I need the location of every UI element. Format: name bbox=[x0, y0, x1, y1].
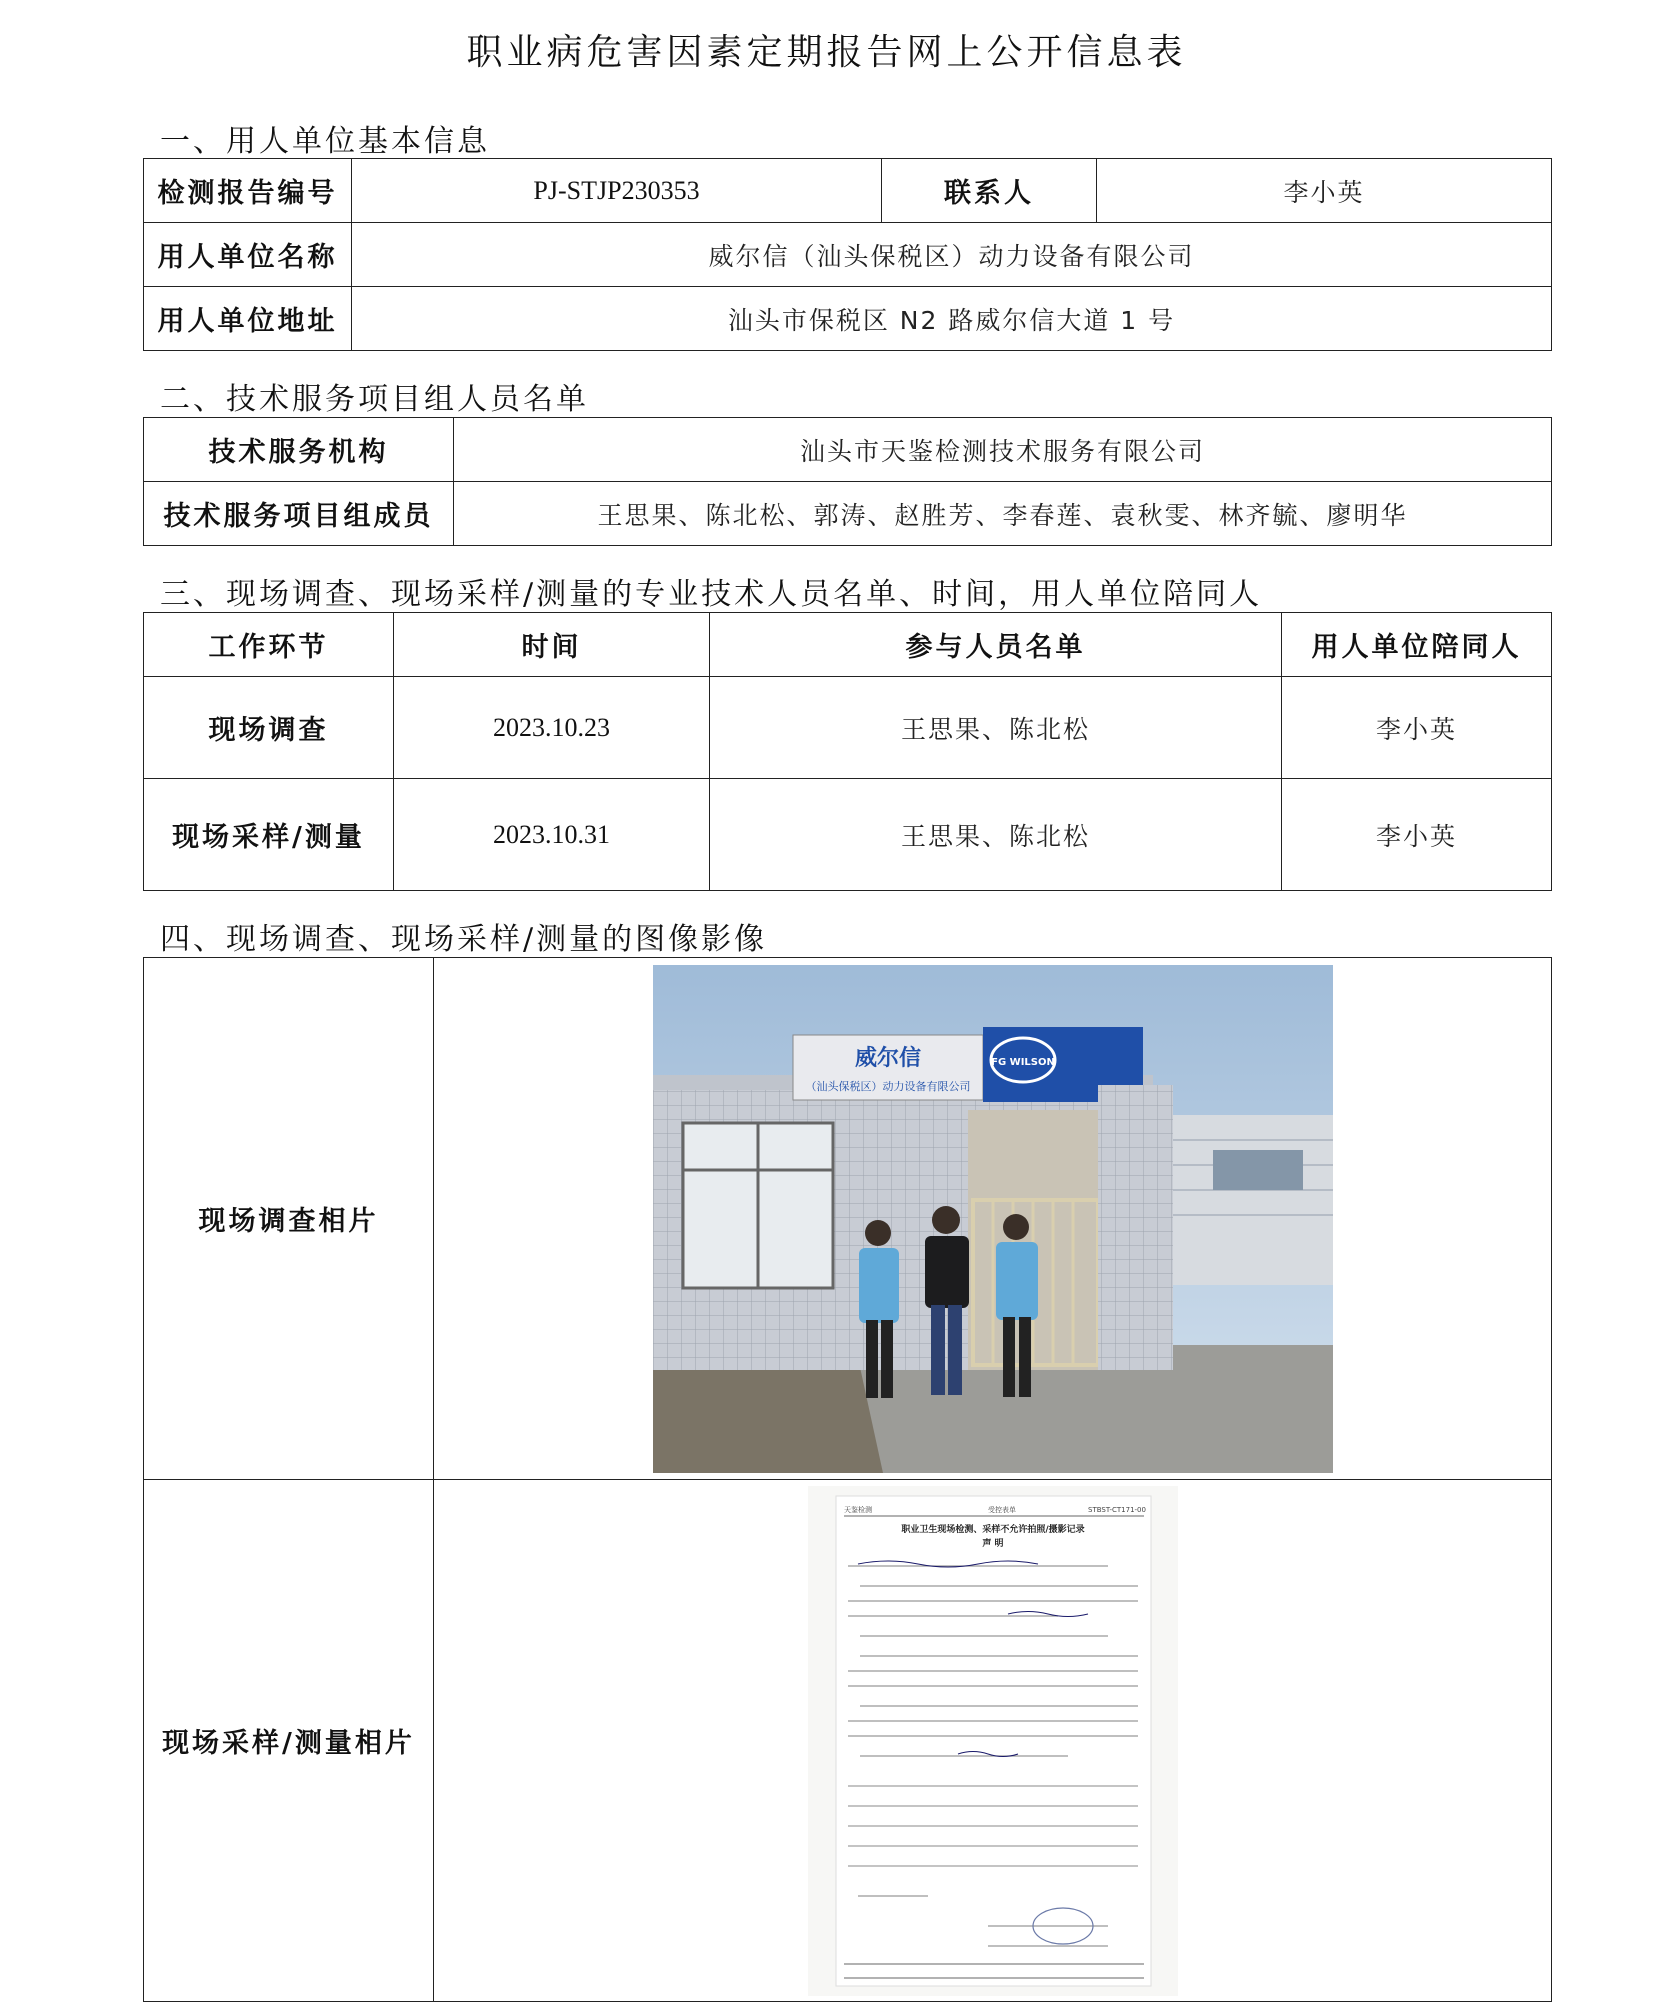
date-cell: 2023.10.31 bbox=[394, 779, 710, 891]
col-staff: 参与人员名单 bbox=[710, 613, 1282, 677]
survey-photo-cell bbox=[434, 958, 1552, 1480]
survey-photo-label: 现场调查相片 bbox=[144, 958, 434, 1480]
doc-subtitle: 声 明 bbox=[981, 1538, 1004, 1549]
col-escort: 用人单位陪同人 bbox=[1282, 613, 1552, 677]
sampling-document-photo bbox=[808, 1486, 1178, 1996]
sampling-photo-cell bbox=[434, 1480, 1552, 2002]
company-value: 威尔信（汕头保税区）动力设备有限公司 bbox=[352, 223, 1552, 287]
sign-text: 威尔信 bbox=[854, 1045, 921, 1071]
logo-text: FG WILSON bbox=[990, 1056, 1055, 1068]
doc-header-mid: 受控表单 bbox=[987, 1505, 1016, 1514]
section2-heading: 二、技术服务项目组人员名单 bbox=[160, 382, 589, 417]
members-label: 技术服务项目组成员 bbox=[144, 482, 454, 546]
basic-info-table bbox=[143, 158, 1552, 351]
sign-subtext: （汕头保税区）动力设备有限公司 bbox=[805, 1079, 970, 1093]
contact-value: 李小英 bbox=[1097, 159, 1552, 223]
org-value: 汕头市天鉴检测技术服务有限公司 bbox=[454, 418, 1552, 482]
company-label: 用人单位名称 bbox=[144, 223, 352, 287]
contact-label: 联系人 bbox=[882, 159, 1097, 223]
staff-cell: 王思果、陈北松 bbox=[710, 677, 1282, 779]
members-value: 王思果、陈北松、郭涛、赵胜芳、李春莲、袁秋雯、林齐毓、廖明华 bbox=[454, 482, 1552, 546]
survey-photo bbox=[653, 965, 1333, 1473]
section4-heading: 四、现场调查、现场采样/测量的图像影像 bbox=[160, 922, 768, 957]
escort-cell: 李小英 bbox=[1282, 677, 1552, 779]
table-row bbox=[144, 779, 1552, 891]
address-label: 用人单位地址 bbox=[144, 287, 352, 351]
col-stage: 工作环节 bbox=[144, 613, 394, 677]
escort-cell: 李小英 bbox=[1282, 779, 1552, 891]
sampling-photo-label: 现场采样/测量相片 bbox=[144, 1480, 434, 2002]
section3-heading: 三、现场调查、现场采样/测量的专业技术人员名单、时间，用人单位陪同人 bbox=[160, 577, 1263, 612]
table-row bbox=[144, 677, 1552, 779]
stage-cell: 现场采样/测量 bbox=[144, 779, 394, 891]
page-title: 职业病危害因素定期报告网上公开信息表 bbox=[466, 32, 1187, 73]
org-label: 技术服务机构 bbox=[144, 418, 454, 482]
date-cell: 2023.10.23 bbox=[394, 677, 710, 779]
schedule-table bbox=[143, 612, 1552, 891]
doc-header-left: 天鉴检测 bbox=[843, 1505, 872, 1514]
staff-cell: 王思果、陈北松 bbox=[710, 779, 1282, 891]
photo-table bbox=[143, 957, 1552, 2002]
address-value: 汕头市保税区 N2 路威尔信大道 1 号 bbox=[352, 287, 1552, 351]
col-date: 时间 bbox=[394, 613, 710, 677]
doc-header-right: STBST-CT171-00 bbox=[1087, 1505, 1146, 1514]
stage-cell: 现场调查 bbox=[144, 677, 394, 779]
report-no-value: PJ-STJP230353 bbox=[352, 159, 882, 223]
section1-heading: 一、用人单位基本信息 bbox=[160, 124, 490, 159]
report-no-label: 检测报告编号 bbox=[144, 159, 352, 223]
doc-title: 职业卫生现场检测、采样不允许拍照/摄影记录 bbox=[900, 1524, 1085, 1535]
team-table bbox=[143, 417, 1552, 546]
